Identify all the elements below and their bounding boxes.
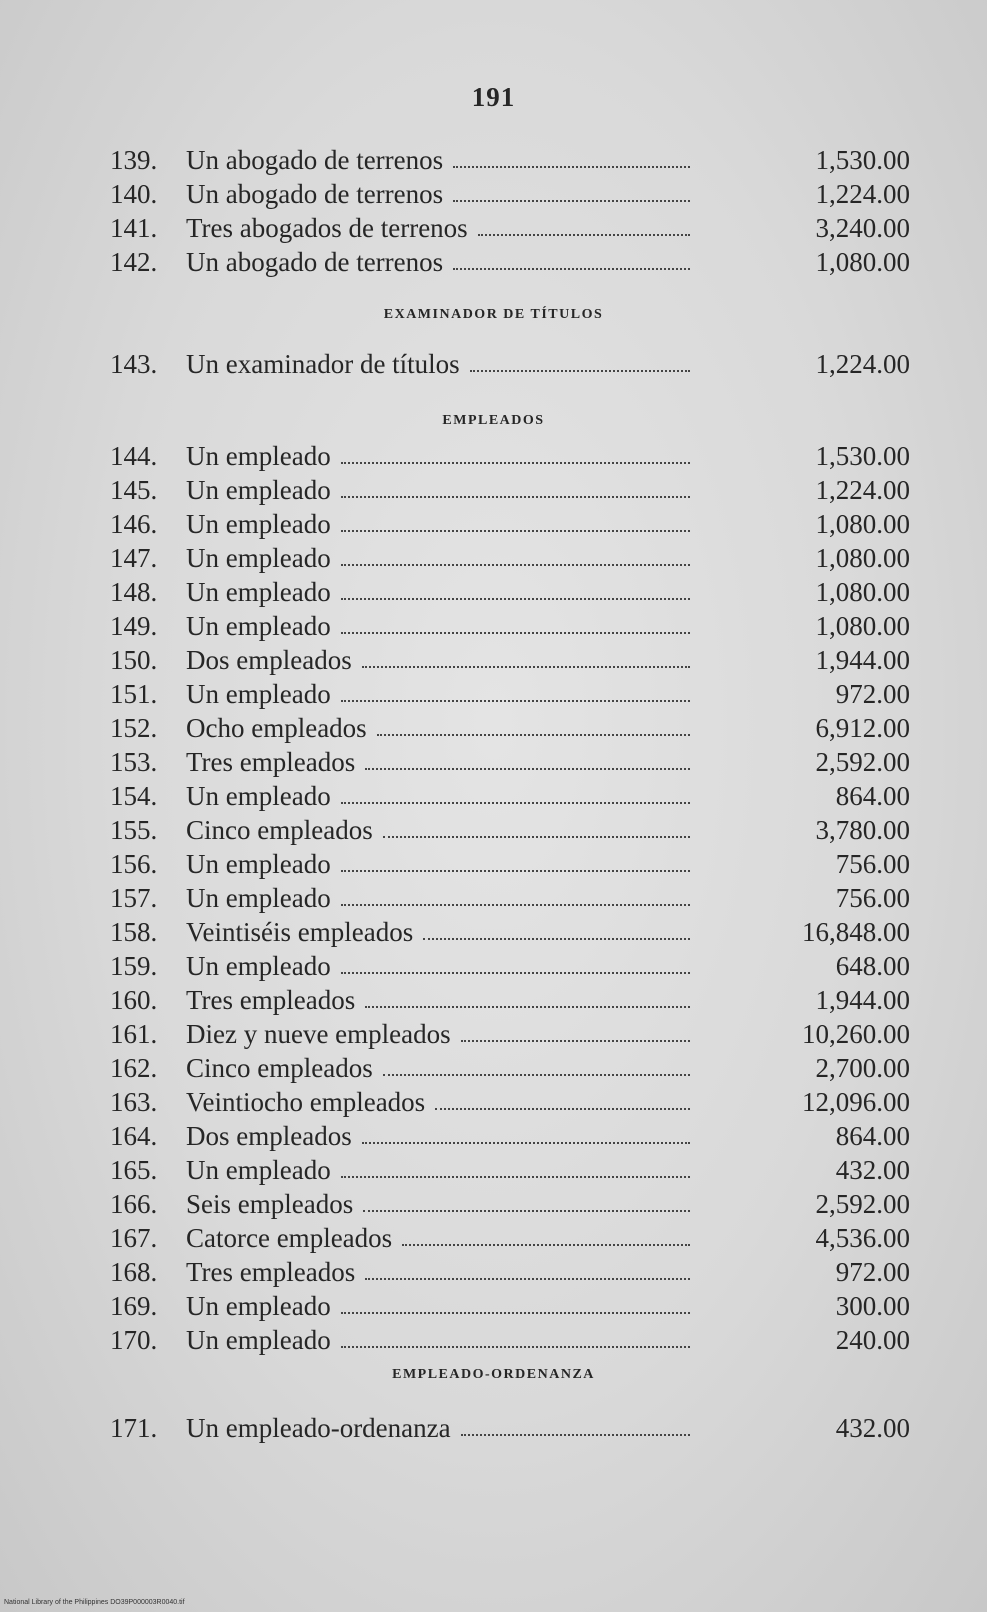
dot-leader [453, 200, 690, 202]
item-amount: 1,224.00 [815, 179, 910, 209]
item-amount: 1,944.00 [815, 985, 910, 1015]
dot-leader [341, 462, 690, 464]
item-amount: 300.00 [835, 1291, 910, 1321]
item-number: 145. [110, 475, 158, 505]
dot-leader [341, 530, 690, 532]
dot-leader [461, 1040, 690, 1042]
dot-leader [461, 1434, 690, 1436]
item-number: 143. [110, 349, 158, 379]
item-number: 158. [110, 917, 158, 947]
item-amount: 2,592.00 [815, 747, 910, 777]
dot-leader [341, 870, 690, 872]
section-heading-empleado-ordenanza: EMPLEADO-ORDENANZA [392, 1367, 595, 1382]
item-description: Un empleado [186, 1155, 331, 1185]
dot-leader [470, 370, 690, 372]
budget-item-row [110, 1256, 910, 1288]
dot-leader [363, 1210, 690, 1212]
budget-item-row [110, 916, 910, 948]
dot-leader [383, 1074, 690, 1076]
item-number: 154. [110, 781, 158, 811]
budget-item-row [110, 678, 910, 710]
budget-item-row [110, 984, 910, 1016]
dot-leader [453, 166, 690, 168]
item-amount: 16,848.00 [802, 917, 910, 947]
item-number: 151. [110, 679, 158, 709]
dot-leader [341, 700, 690, 702]
item-amount: 10,260.00 [802, 1019, 910, 1049]
budget-item-row [110, 542, 910, 574]
item-number: 156. [110, 849, 158, 879]
item-number: 160. [110, 985, 158, 1015]
budget-item-row [110, 746, 910, 778]
item-amount: 3,780.00 [815, 815, 910, 845]
budget-item-row [110, 1222, 910, 1254]
budget-item-row [110, 950, 910, 982]
item-description: Un empleado [186, 543, 331, 573]
item-amount: 1,530.00 [815, 145, 910, 175]
item-description: Un empleado [186, 441, 331, 471]
item-number: 147. [110, 543, 158, 573]
budget-item-row [110, 144, 910, 176]
item-description: Un examinador de títulos [186, 349, 460, 379]
item-amount: 1,080.00 [815, 247, 910, 277]
item-description: Un empleado [186, 849, 331, 879]
budget-item-row [110, 1086, 910, 1118]
budget-item-row [110, 780, 910, 812]
budget-item-row [110, 1120, 910, 1152]
item-number: 159. [110, 951, 158, 981]
item-number: 170. [110, 1325, 158, 1355]
budget-item-row [110, 178, 910, 210]
item-number: 152. [110, 713, 158, 743]
item-description: Un empleado [186, 1325, 331, 1355]
budget-item-row [110, 712, 910, 744]
item-number: 140. [110, 179, 158, 209]
item-description: Un empleado-ordenanza [186, 1413, 451, 1443]
item-description: Tres empleados [186, 985, 356, 1015]
item-amount: 4,536.00 [815, 1223, 910, 1253]
item-number: 155. [110, 815, 158, 845]
item-number: 146. [110, 509, 158, 539]
item-amount: 972.00 [835, 679, 910, 709]
dot-leader [435, 1108, 690, 1110]
item-description: Un empleado [186, 679, 331, 709]
item-number: 167. [110, 1223, 158, 1253]
item-number: 163. [110, 1087, 158, 1117]
budget-item-row [110, 348, 910, 380]
item-amount: 756.00 [835, 849, 910, 879]
budget-item-row [110, 1324, 910, 1356]
item-amount: 2,592.00 [815, 1189, 910, 1219]
budget-item-row [110, 474, 910, 506]
dot-leader [341, 598, 690, 600]
item-amount: 6,912.00 [815, 713, 910, 743]
budget-item-row [110, 1018, 910, 1050]
budget-item-row [110, 246, 910, 278]
item-amount: 1,530.00 [815, 441, 910, 471]
item-number: 165. [110, 1155, 158, 1185]
item-number: 166. [110, 1189, 158, 1219]
budget-item-row [110, 644, 910, 676]
item-description: Un abogado de terrenos [186, 247, 444, 277]
dot-leader [478, 234, 690, 236]
item-number: 161. [110, 1019, 158, 1049]
item-amount: 432.00 [835, 1413, 910, 1443]
item-amount: 1,080.00 [815, 543, 910, 573]
budget-item-row [110, 1052, 910, 1084]
dot-leader [341, 1346, 690, 1348]
item-description: Ocho empleados [186, 713, 367, 743]
source-footer: National Library of the Philippines DO39P000003R0040.tif [4, 1599, 185, 1606]
item-description: Un empleado [186, 951, 331, 981]
item-number: 162. [110, 1053, 158, 1083]
item-description: Dos empleados [186, 1121, 352, 1151]
item-number: 148. [110, 577, 158, 607]
item-description: Un empleado [186, 883, 331, 913]
budget-item-row [110, 814, 910, 846]
item-amount: 12,096.00 [802, 1087, 910, 1117]
dot-leader [377, 734, 690, 736]
budget-item-row [110, 212, 910, 244]
dot-leader [341, 496, 690, 498]
item-number: 149. [110, 611, 158, 641]
item-amount: 1,080.00 [815, 509, 910, 539]
item-description: Un abogado de terrenos [186, 179, 444, 209]
item-description: Un empleado [186, 611, 331, 641]
dot-leader [365, 1006, 690, 1008]
item-number: 144. [110, 441, 158, 471]
item-amount: 1,080.00 [815, 611, 910, 641]
dot-leader [362, 666, 690, 668]
item-number: 164. [110, 1121, 158, 1151]
section-heading-examinador: EXAMINADOR DE TÍTULOS [383, 307, 604, 322]
item-number: 150. [110, 645, 158, 675]
budget-item-row [110, 1154, 910, 1186]
item-description: Cinco empleados [186, 1053, 373, 1083]
item-description: Un empleado [186, 509, 331, 539]
budget-item-row [110, 508, 910, 540]
item-amount: 756.00 [835, 883, 910, 913]
budget-item-row [110, 440, 910, 472]
item-number: 139. [110, 145, 158, 175]
item-amount: 864.00 [835, 781, 910, 811]
dot-leader [341, 564, 690, 566]
budget-item-row [110, 1188, 910, 1220]
dot-leader [341, 632, 690, 634]
item-number: 141. [110, 213, 158, 243]
dot-leader [402, 1244, 690, 1246]
item-amount: 648.00 [835, 951, 910, 981]
item-amount: 3,240.00 [815, 213, 910, 243]
item-number: 157. [110, 883, 158, 913]
item-description: Un abogado de terrenos [186, 145, 444, 175]
item-description: Un empleado [186, 577, 331, 607]
item-description: Un empleado [186, 1291, 331, 1321]
item-amount: 1,080.00 [815, 577, 910, 607]
item-description: Un empleado [186, 781, 331, 811]
item-number: 142. [110, 247, 158, 277]
item-description: Tres empleados [186, 1257, 356, 1287]
budget-item-row [110, 1290, 910, 1322]
item-description: Un empleado [186, 475, 331, 505]
item-description: Veintiocho empleados [186, 1087, 426, 1117]
item-description: Seis empleados [186, 1189, 354, 1219]
dot-leader [423, 938, 690, 940]
item-description: Diez y nueve empleados [186, 1019, 451, 1049]
item-description: Catorce empleados [186, 1223, 393, 1253]
dot-leader [341, 972, 690, 974]
item-description: Veintiséis empleados [186, 917, 414, 947]
item-number: 153. [110, 747, 158, 777]
dot-leader [341, 1312, 690, 1314]
section-heading-empleados: EMPLEADOS [442, 413, 545, 428]
page-number: 191 [471, 82, 516, 112]
item-amount: 1,224.00 [815, 475, 910, 505]
dot-leader [383, 836, 690, 838]
item-description: Cinco empleados [186, 815, 373, 845]
budget-item-row [110, 1412, 910, 1444]
item-number: 171. [110, 1413, 158, 1443]
dot-leader [365, 768, 690, 770]
item-amount: 240.00 [835, 1325, 910, 1355]
dot-leader [341, 802, 690, 804]
item-number: 169. [110, 1291, 158, 1321]
item-description: Tres abogados de terrenos [186, 213, 468, 243]
item-amount: 864.00 [835, 1121, 910, 1151]
dot-leader [365, 1278, 690, 1280]
budget-item-row [110, 882, 910, 914]
item-description: Tres empleados [186, 747, 356, 777]
item-description: Dos empleados [186, 645, 352, 675]
item-amount: 432.00 [835, 1155, 910, 1185]
budget-item-row [110, 576, 910, 608]
item-amount: 972.00 [835, 1257, 910, 1287]
dot-leader [341, 1176, 690, 1178]
dot-leader [362, 1142, 690, 1144]
item-number: 168. [110, 1257, 158, 1287]
item-amount: 2,700.00 [815, 1053, 910, 1083]
budget-item-row [110, 848, 910, 880]
dot-leader [341, 904, 690, 906]
item-amount: 1,224.00 [815, 349, 910, 379]
budget-item-row [110, 610, 910, 642]
dot-leader [453, 268, 690, 270]
item-amount: 1,944.00 [815, 645, 910, 675]
